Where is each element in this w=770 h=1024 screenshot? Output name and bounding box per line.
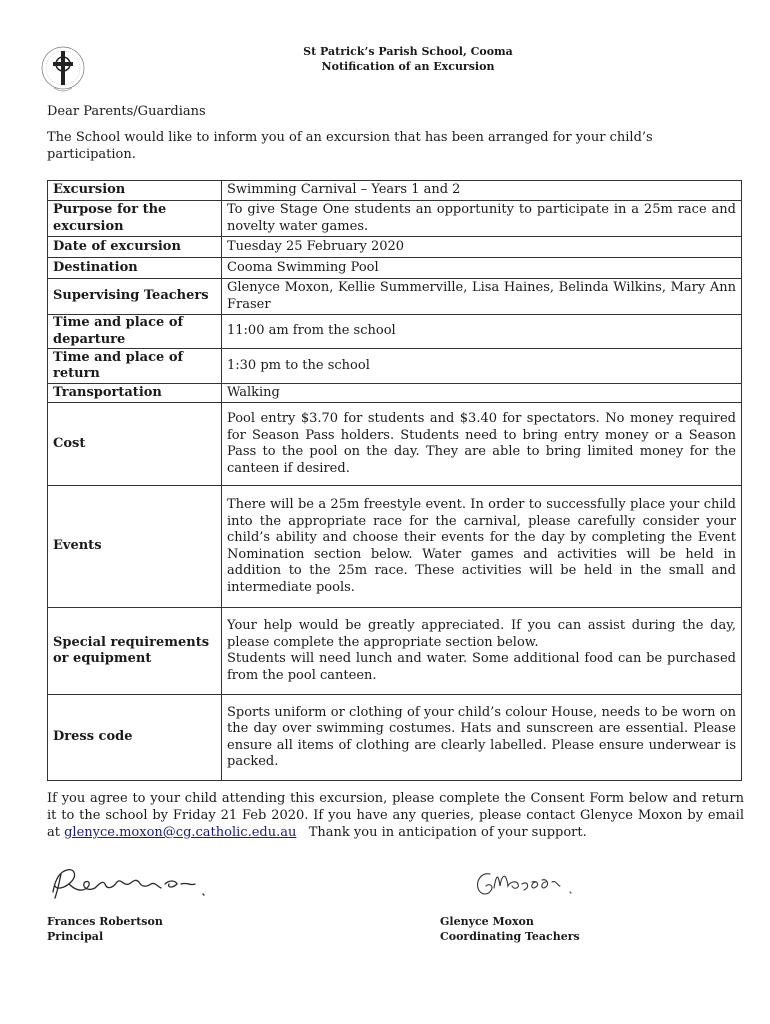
closing-text: If you agree to your child attending this excursion, please complete the Consent Form below and return it to the school by Friday 21 Feb 2020. If you have any queries, please contact Glenyce Moxon by email at	[47, 791, 744, 840]
table-row	[48, 695, 742, 781]
row-label: Special requirements or equipment	[48, 608, 222, 695]
row-label: Time and place of return	[48, 349, 222, 384]
signatory-title: Principal	[47, 930, 104, 943]
row-value: Pool entry $3.70 for students and $3.40 for spectators. No money required for Season Pass holders. Students need to bring entry money or a Season Pass to the pool on the day. They are able to bring limited money for the canteen if desired.	[222, 403, 742, 486]
table-row	[48, 237, 742, 258]
table-row	[48, 258, 742, 279]
row-value: There will be a 25m freestyle event. In order to successfully place your child into the appropriate race for the carnival, please carefully consider your child’s ability and choose their events for the day by completing the Event Nomination section below. Water games and activities will be held in addition to the 25m race. These activities will be held in the small and intermediate pools.	[222, 486, 742, 608]
signatory-name: Frances Robertson	[47, 915, 163, 928]
intro-paragraph: The School would like to inform you of an excursion that has been arranged for your child’s participation.	[47, 130, 653, 162]
row-label: Cost	[48, 403, 222, 486]
signature-icon	[45, 862, 210, 904]
row-label: Purpose for the excursion	[48, 201, 222, 237]
table-row	[48, 608, 742, 695]
row-value: 1:30 pm to the school	[222, 349, 742, 384]
row-value: Swimming Carnival – Years 1 and 2	[222, 181, 742, 201]
table-row	[48, 349, 742, 384]
row-value: Sports uniform or clothing of your child’s colour House, needs to be worn on the day over swimming costumes. Hats and sunscreen are essential. Please ensure all items of clothing are clearly labelled. Please ensure underwear is packed.	[222, 695, 742, 781]
row-label: Excursion	[48, 181, 222, 201]
signature-icon	[470, 862, 580, 904]
row-value: Cooma Swimming Pool	[222, 258, 742, 279]
row-label: Supervising Teachers	[48, 279, 222, 315]
row-value: 11:00 am from the school	[222, 315, 742, 349]
row-label: Dress code	[48, 695, 222, 781]
table-row	[48, 403, 742, 486]
row-value-line: Your help would be greatly appreciated. If you can assist during the day, please complete the appropriate section below.	[227, 618, 736, 650]
school-name: St Patrick’s Parish School, Cooma	[303, 45, 513, 58]
row-value: Glenyce Moxon, Kellie Summerville, Lisa Haines, Belinda Wilkins, Mary Ann Fraser	[222, 279, 742, 315]
signatory-coordinator	[440, 914, 580, 944]
row-label: Date of excursion	[48, 237, 222, 258]
school-crest-icon	[40, 42, 86, 100]
row-label: Transportation	[48, 384, 222, 403]
table-row	[48, 181, 742, 201]
row-label: Time and place of departure	[48, 315, 222, 349]
table-row	[48, 201, 742, 237]
page-title: Notification of an Excursion	[321, 60, 495, 73]
signatory-principal	[47, 914, 163, 944]
row-label: Destination	[48, 258, 222, 279]
table-row	[48, 279, 742, 315]
row-value: Tuesday 25 February 2020	[222, 237, 742, 258]
closing-thanks: Thank you in anticipation of your support.	[296, 825, 587, 840]
table-row	[48, 315, 742, 349]
signatory-title: Coordinating Teachers	[440, 930, 580, 943]
row-value	[222, 608, 742, 695]
table-row	[48, 384, 742, 403]
row-label: Events	[48, 486, 222, 608]
email-link[interactable]: glenyce.moxon@cg.catholic.edu.au	[64, 825, 297, 840]
signatory-name: Glenyce Moxon	[440, 915, 534, 928]
table-row	[48, 486, 742, 608]
excursion-details-table	[47, 180, 742, 781]
salutation: Dear Parents/Guardians	[47, 104, 206, 119]
row-value-line: Students will need lunch and water. Some additional food can be purchased from the pool canteen.	[227, 651, 736, 683]
row-value: To give Stage One students an opportunity to participate in a 25m race and novelty water games.	[222, 201, 742, 237]
row-value: Walking	[222, 384, 742, 403]
closing-paragraph	[47, 790, 744, 841]
